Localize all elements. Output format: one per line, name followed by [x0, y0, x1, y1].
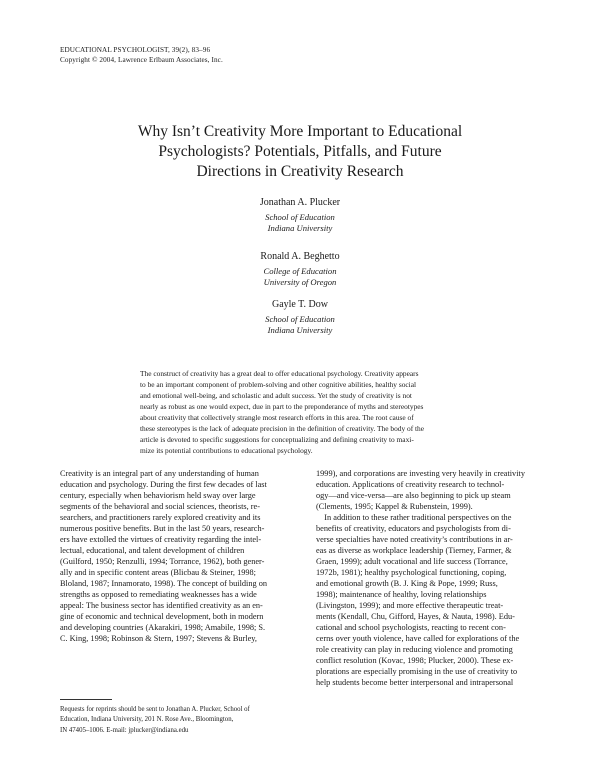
body-line: 1998); maintenance of healthy, loving relationships — [316, 590, 487, 599]
body-line: ments (Kendall, Chu, Gifford, Hayes, & Nauta, 1998). Edu- — [316, 612, 515, 621]
body-line: help students become better interpersonal and intrapersonal — [316, 678, 514, 687]
body-line: segments of the behavioral and social sciences, theorists, re- — [60, 502, 260, 511]
author-institution: Indiana University — [267, 223, 333, 233]
abstract-line: and emotional well-being, and scholastic and adult success. Yet the study of creativity is not — [140, 391, 412, 400]
body-line: century, especially when behaviorism held sway over large — [60, 491, 256, 500]
author-department: College of Education — [263, 266, 337, 276]
body-column-right — [316, 468, 542, 688]
author-block — [60, 298, 540, 336]
body-line: In addition to these rather traditional perspectives on the — [316, 513, 512, 522]
footnote-line: IN 47405–1006. E-mail: jplucker@indiana.edu — [60, 726, 189, 734]
body-line: Bloland, 1987; Innamorato, 1998). The concept of building on — [60, 579, 268, 588]
body-line: verse specialties have noted creativity’s contributions in ar- — [316, 535, 513, 544]
body-line: role creativity can play in reducing violence and promoting — [316, 645, 513, 654]
body-line: numerous positive benefits. But in the last 50 years, research- — [60, 524, 265, 533]
author-institution: Indiana University — [267, 325, 333, 335]
author-name: Jonathan A. Plucker — [259, 197, 341, 208]
copyright-notice: Copyright © 2004, Lawrence Erlbaum Associates, Inc. — [60, 56, 223, 64]
body-line: C. King, 1998; Robinson & Stern, 1997; Stevens & Burley, — [60, 634, 257, 643]
body-line: searchers, and practitioners rarely explored creativity and its — [60, 513, 261, 522]
body-column-left — [60, 468, 290, 644]
abstract-line: mize its potential contributions to educational psychology. — [140, 446, 313, 455]
body-line: education. Applications of creativity research to technol- — [316, 480, 505, 489]
body-line: 1999), and corporations are investing very heavily in creativity — [316, 469, 525, 478]
body-line: ogy—and vice-versa—are also beginning to pick up steam — [316, 491, 511, 500]
body-line: (Guilford, 1950; Renzulli, 1994; Torrance, 1962), both gener- — [60, 557, 265, 566]
footnote-line: Requests for reprints should be sent to Jonathan A. Plucker, School of — [60, 706, 250, 713]
abstract — [140, 368, 460, 456]
abstract-line: article is devoted to specific suggestions for conceptualizing and defining creativity to maxi- — [140, 435, 414, 444]
abstract-line: these stereotypes is the lack of adequate precision in the definition of creativity. The body of the — [140, 424, 425, 433]
body-line: ally and in specific content areas (Blicbau & Steiner, 1998; — [60, 568, 256, 577]
body-line: Graen, 1999); adult vocational and life success (Torrance, — [316, 557, 508, 566]
abstract-line: The construct of creativity has a great deal to offer educational psychology. Creativity appears — [140, 369, 419, 378]
body-line: Creativity is an integral part of any understanding of human — [60, 469, 259, 478]
body-line: (Clements, 1995; Kappel & Rubenstein, 1999). — [316, 502, 473, 511]
body-line: cational and school psychologists, reacting to recent con- — [316, 623, 506, 632]
author-name: Gayle T. Dow — [271, 299, 328, 310]
footnote — [60, 705, 290, 736]
body-line: lectual, educational, and talent development of children — [60, 546, 245, 555]
author-department: School of Education — [265, 314, 335, 324]
abstract-line: to be an important component of problem-solving and other cognitive abilities, healthy social — [140, 380, 417, 389]
body-line: 1972b, 1981); healthy psychological functioning, coping, — [316, 568, 507, 577]
body-line: cerns over youth violence, have called for explorations of the — [316, 634, 520, 643]
body-line: gine of economic and technical development, both in modern — [60, 612, 264, 621]
title-line: Psychologists? Potentials, Pitfalls, and Future — [158, 143, 442, 160]
footnote-rule — [60, 699, 112, 700]
body-line: eas as diverse as workplace leadership (Tierney, Farmer, & — [316, 546, 512, 555]
body-line: appeal: The business sector has identified creativity as an en- — [60, 601, 263, 610]
author-department: School of Education — [265, 212, 335, 222]
body-line: strengths as opposed to remediating weaknesses has a wide — [60, 590, 257, 599]
title-line: Directions in Creativity Research — [196, 163, 404, 180]
body-line: and emotional growth (B. J. King & Pope, 1999; Russ, — [316, 579, 498, 588]
author-block — [60, 250, 540, 288]
journal-citation: EDUCATIONAL PSYCHOLOGIST, 39(2), 83–96 — [60, 46, 211, 54]
footnote-line: Education, Indiana University, 201 N. Rose Ave., Bloomington, — [60, 716, 234, 724]
article-title — [60, 122, 540, 182]
body-line: plorations are especially promising in the use of creativity to — [316, 667, 518, 676]
body-line: conflict resolution (Kovac, 1998; Plucker, 2000). These ex- — [316, 656, 514, 665]
author-name: Ronald A. Beghetto — [260, 251, 340, 262]
body-line: benefits of creativity, educators and psychologists from di- — [316, 524, 511, 533]
body-line: (Livingston, 1999); and more effective therapeutic treat- — [316, 601, 504, 610]
title-line: Why Isn’t Creativity More Important to Educational — [137, 123, 463, 140]
author-institution: University of Oregon — [263, 277, 337, 287]
author-block — [60, 196, 540, 234]
abstract-line: about creativity that collectively strangle most research efforts in this area. The root cause of — [140, 413, 414, 422]
body-line: ers have extolled the virtues of creativity regarding the intel- — [60, 535, 262, 544]
body-line: education and psychology. During the first few decades of last — [60, 480, 267, 489]
body-line: and developing countries (Akarakiri, 1998; Amabile, 1998; S. — [60, 623, 266, 632]
abstract-line: nearly as robust as one would expect, due in part to the preponderance of myths and stereotypes — [140, 402, 424, 411]
